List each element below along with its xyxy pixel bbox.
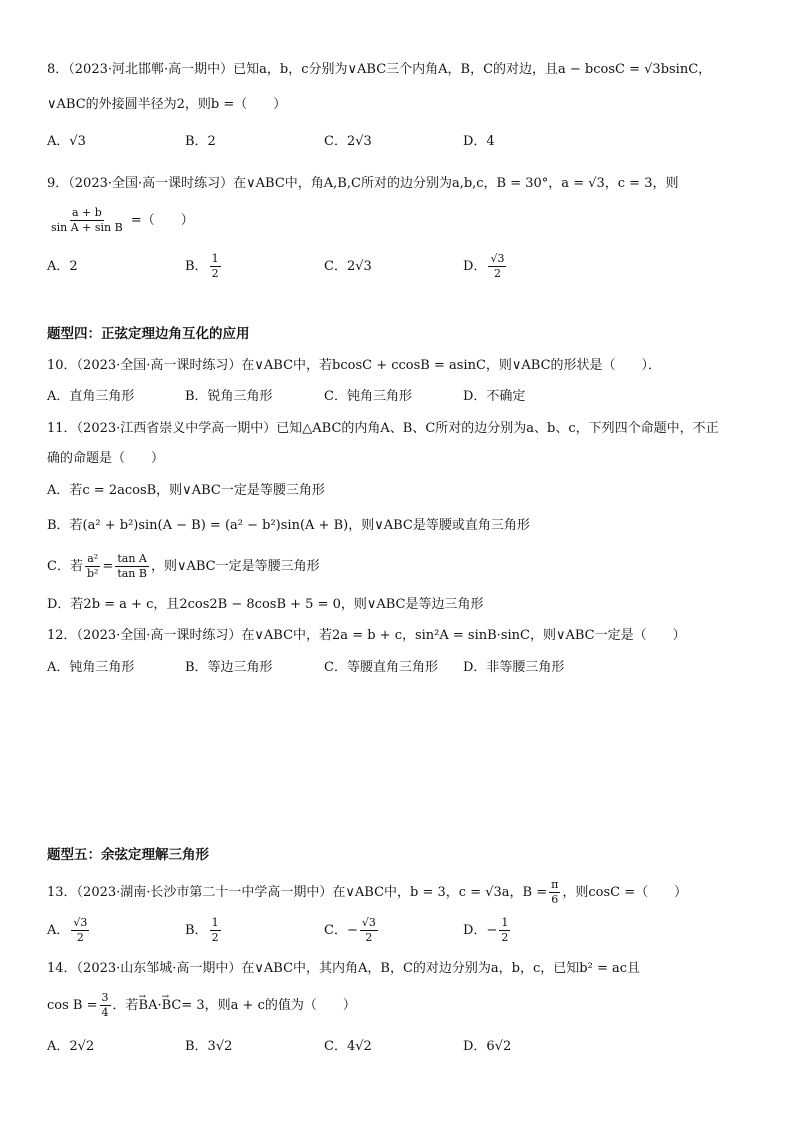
q13-option-a-label: A． [47,923,70,938]
q12-option-d[interactable]: D．非等腰三角形 [463,660,565,675]
q14-fraction [100,991,111,1020]
q8-option-d[interactable]: D．4 [463,134,495,149]
q11-option-c-frac2 [115,552,149,581]
q14-line2 [47,991,356,1020]
q12-options [47,659,747,693]
q11-option-c-post: ，则∨ABC一定是等腰三角形 [150,559,320,574]
q9-fraction-denominator: sin A + sin B [51,221,123,234]
q11-option-c-frac1-num: a² [87,552,99,565]
q14-option-d[interactable]: D．6√2 [463,1039,512,1054]
q8-source: （2023·河北邯郸·高一期中） [68,62,234,77]
q13-option-b-label: B． [185,923,208,938]
q9-option-b-fraction [210,252,221,281]
q9-tail: =（ ） [130,213,194,228]
section4-title: 题型四：正弦定理边角互化的应用 [47,326,250,342]
q13-option-d[interactable] [463,916,512,945]
q9-option-b-den: 2 [211,267,219,280]
q10-option-b[interactable]: B．锐角三角形 [185,389,273,404]
q9-fraction [49,206,125,235]
q14-line2-mid: ．若 [112,998,139,1013]
q11-option-c-pre: C．若 [47,559,83,574]
q11-option-b[interactable]: B．若(a² + b²)sin(A − B) = (a² − b²)sin(A + B)，则∨ABC是等腰或直角三角形 [47,518,530,533]
q8-line2: ∨ABC的外接圆半径为2，则b =（ ） [47,97,287,112]
q8-number: 8． [47,62,69,77]
q14-vector-bc: → BC [162,997,182,1015]
q11-option-a[interactable]: A．若c = 2acosB，则∨ABC一定是等腰三角形 [47,483,325,498]
q8-option-a[interactable]: A．√3 [47,134,86,149]
q12-option-b[interactable]: B．等边三角形 [185,660,273,675]
q13-option-d-num: 1 [501,916,509,929]
q13-fraction [549,878,560,907]
q10-option-d[interactable]: D．不确定 [463,389,526,404]
q8-stem: 已知a，b，c分别为∨ABC三个内角A，B，C的对边，且a − bcosC = √3bsinC， [233,62,712,77]
q13-option-c[interactable] [324,916,380,945]
q8-option-c[interactable]: C．2√3 [324,134,372,149]
q12-option-c[interactable]: C．等腰直角三角形 [324,660,438,675]
q14-options [47,1038,747,1072]
q9-source: （2023·全国·高一课时练习） [68,176,234,191]
q14-option-a[interactable]: A．2√2 [47,1039,95,1054]
q9-option-c[interactable]: C．2√3 [324,259,372,274]
q14-line1: 14．（2023·山东邹城·高一期中）在∨ABC中，其内角A，B，C的对边分别为a，b，c，已知b² = ac且 [47,961,640,976]
q9-option-d-label: D． [463,259,487,274]
q8-option-b[interactable]: B．2 [185,134,216,149]
q13-option-c-num: √3 [361,916,376,929]
q9-fraction-numerator: a + b [71,206,102,219]
q13-option-c-den: 2 [365,931,373,944]
q8-options [47,133,747,167]
q13-option-a-fraction [71,916,89,945]
q12-stem: 12．（2023·全国·高一课时练习）在∨ABC中，若2a = b + c，sin²A = sinB·sinC，则∨ABC一定是（ ） [47,628,686,643]
q12-option-a[interactable]: A．钝角三角形 [47,660,135,675]
q13-option-d-fraction [499,916,510,945]
q11-option-c-frac1 [85,552,100,581]
q9-option-b-label: B． [185,259,208,274]
q13-stem-post: ，则cosC =（ ） [562,885,688,900]
q13-option-a-den: 2 [76,931,84,944]
q13-option-b-den: 2 [211,931,219,944]
section5-title: 题型五：余弦定理解三角形 [47,847,209,863]
q11-option-c[interactable] [47,552,320,581]
q14-option-b[interactable]: B．3√2 [185,1039,233,1054]
q9-option-b-num: 1 [211,252,219,265]
q13-option-c-label: C．− [324,923,358,938]
q13-option-b[interactable] [185,916,223,945]
q9-option-d-den: 2 [493,267,501,280]
q13-fraction-num: π [551,878,559,891]
q13-fraction-den: 6 [551,893,559,906]
q9-line2 [47,206,194,235]
q9-options [47,252,747,286]
q9-line1 [47,175,678,193]
q14-fraction-num: 3 [101,991,109,1004]
q11-option-d[interactable]: D．若2b = a + c，且2cos2B − 8cosB + 5 = 0，则∨ABC是等边三角形 [47,597,484,612]
q11-line2: 确的命题是（ ） [47,451,165,466]
q13-option-a-num: √3 [73,916,88,929]
q14-line2-post: = 3，则a + c的值为（ ） [181,998,356,1013]
q14-line2-pre: cos B = [47,998,98,1013]
q10-stem: 10．（2023·全国·高一课时练习）在∨ABC中，若bcosC + ccosB = asinC，则∨ABC的形状是（ ）． [47,358,662,373]
q11-option-c-frac1-den: b² [86,567,99,580]
q9-option-a[interactable]: A．2 [47,259,78,274]
q13-option-c-fraction [360,916,378,945]
q11-option-c-eq: = [102,559,114,574]
q13-stem-pre: 13．（2023·湖南·长沙市第二十一中学高一期中）在∨ABC中，b = 3，c = √3a，B = [47,885,548,900]
q13-option-d-label: D．− [463,923,498,938]
q9-stem: 在∨ABC中，角A,B,C所对的边分别为a,b,c，B = 30°，a = √3，c = 3，则 [233,176,679,191]
q8-line1 [47,61,711,79]
q9-option-b[interactable] [185,252,223,281]
q9-option-d-fraction [488,252,506,281]
q11-line1: 11．（2023·江西省崇义中学高一期中）已知△ABC的内角A、B、C所对的边分别为a、b、c，下列四个命题中，不正 [47,421,719,436]
q9-number: 9． [47,176,69,191]
q10-option-c[interactable]: C．钝角三角形 [324,389,412,404]
q14-fraction-den: 4 [101,1006,109,1019]
q13-options [47,916,747,950]
q10-options [47,388,747,422]
q9-option-d-num: √3 [490,252,505,265]
q14-option-c[interactable]: C．4√2 [324,1039,372,1054]
q10-option-a[interactable]: A．直角三角形 [47,389,135,404]
q14-vector-ba: → BA [139,997,158,1015]
q9-option-d[interactable] [463,252,508,281]
q13-option-a[interactable] [47,916,91,945]
q11-option-c-frac2-den: tan B [117,567,147,580]
q13-option-b-num: 1 [211,916,219,929]
q14-dot: · [157,998,162,1013]
q13-stem [47,878,687,907]
q11-option-c-frac2-num: tan A [117,552,147,565]
q13-option-d-den: 2 [501,931,509,944]
q13-option-b-fraction [210,916,221,945]
